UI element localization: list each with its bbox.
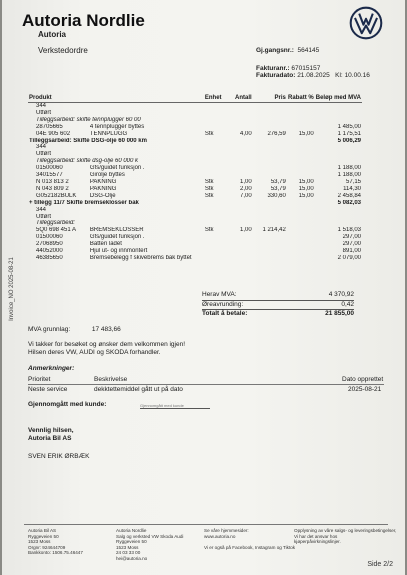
footer-line: hei@autoria.no xyxy=(116,555,148,561)
thanks-line-2: Hilsen deres VW, AUDI og SKODA forhandler. xyxy=(28,349,161,356)
col-rabatt: Rabatt % xyxy=(288,95,314,101)
cell-rabatt xyxy=(287,241,315,248)
cell-belop: 5 082,03 xyxy=(337,199,361,206)
cell-rabatt: 15,00 xyxy=(298,178,314,185)
cell-pris xyxy=(253,241,287,248)
cell-desc: PAKNING xyxy=(89,185,117,192)
cell-antall: 4,00 xyxy=(240,130,252,137)
cell-enhet xyxy=(204,172,225,179)
col-antall: Antall xyxy=(225,94,253,103)
cell-pris xyxy=(253,234,287,241)
cell-enhet: Stk xyxy=(204,185,214,192)
footer-line: Bankkonto: 1506.75.46447 xyxy=(28,550,83,556)
cell-produkt: 01500060 xyxy=(36,165,63,172)
cell-produkt: 44052000 xyxy=(36,248,63,255)
col-enhet: Enhet xyxy=(204,94,225,103)
cell-enhet: Stk xyxy=(204,130,214,137)
cell-produkt: Tilleggsarbeid: xyxy=(36,220,75,227)
vw-logo-icon xyxy=(349,6,383,40)
cell-pris: 1 214,42 xyxy=(262,227,286,234)
cell-rabatt: 15,00 xyxy=(298,185,314,192)
cell-pris: 276,59 xyxy=(267,130,286,137)
total-row-mva: Herav MVA: 4 370,92 xyxy=(202,291,354,301)
cell-produkt: 34015577 xyxy=(36,172,63,179)
cell-rabatt: 15,00 xyxy=(298,130,314,137)
customer-review-label: Gjennomgått med kunde: xyxy=(28,401,107,408)
table-row xyxy=(28,255,362,262)
cell-antall: 1,00 xyxy=(240,178,252,185)
cell-belop: 114,30 xyxy=(343,185,361,192)
cell-produkt: Utført xyxy=(36,109,51,116)
cell-belop: 1 485,00 xyxy=(337,123,361,130)
cell-enhet xyxy=(204,248,225,255)
footer-line: Orgnr: 924644709 xyxy=(28,544,66,550)
closing-company: Autoria Bil AS xyxy=(28,435,72,442)
table-row xyxy=(28,179,362,186)
cell-belop: 297,00 xyxy=(342,234,361,241)
cell-belop: 1 175,51 xyxy=(337,130,361,137)
total-row-rounding: Øreavrunding: 0,42 xyxy=(202,300,354,308)
cell-antall xyxy=(225,248,253,255)
footer-col-web xyxy=(204,528,295,550)
table-row xyxy=(28,220,362,227)
table-row xyxy=(28,124,362,131)
cell-belop: 297,00 xyxy=(342,241,361,248)
meta-fakturadato: Fakturadato: 21.08.2025 Kl: 10.00.16 xyxy=(256,72,370,79)
table-row xyxy=(28,131,362,138)
cell-pris: 53,79 xyxy=(270,185,286,192)
document-title: Verkstedordre xyxy=(38,46,88,55)
cell-antall xyxy=(225,234,253,241)
company-subtitle: Autoria xyxy=(38,30,66,39)
cell-antall xyxy=(225,172,253,179)
cell-produkt: N 013 813 2 xyxy=(36,178,69,185)
table-row xyxy=(28,248,362,255)
footer-line: Opplysning av våre salgs- og leveringsbetingelser, xyxy=(294,528,397,533)
footer-line: Vi har det ansvar hos xyxy=(294,533,338,539)
cell-enhet: Stk xyxy=(204,227,214,234)
table-row xyxy=(28,117,362,124)
cell-belop xyxy=(315,144,362,151)
footer-line: www.autoria.no xyxy=(204,533,236,539)
cell-belop xyxy=(315,214,362,221)
table-row xyxy=(28,158,362,165)
cell-belop: 57,15 xyxy=(345,178,361,185)
table-row xyxy=(28,227,362,234)
closing-greeting: Vennlig hilsen, xyxy=(28,427,74,434)
table-row xyxy=(28,110,362,117)
cell-belop xyxy=(315,103,362,110)
cell-pris: 53,79 xyxy=(270,178,286,185)
cell-pris xyxy=(253,165,287,172)
cell-belop: 2 079,00 xyxy=(337,254,361,261)
cell-produkt: 01500060 xyxy=(36,234,63,241)
remark-date: 2025-08-21 xyxy=(348,386,382,393)
cell-produkt: Utført xyxy=(36,151,51,158)
cell-produkt: 344 xyxy=(36,144,47,151)
cell-produkt: G052182BULK xyxy=(36,192,77,199)
side-stamp-text: Invoice_NO 2025-08-21 xyxy=(8,257,15,321)
footer-line: Vi er også på Facebook, Instagram og Tiktok xyxy=(204,544,296,550)
cell-belop: 1 188,00 xyxy=(337,165,361,172)
cell-desc: PAKNING xyxy=(89,178,117,185)
cell-antall: 1,00 xyxy=(240,227,252,234)
table-row xyxy=(28,151,362,158)
cell-enhet: Stk xyxy=(204,178,214,185)
meta-gjennomgang: Gj.gangsnr.: 564145 xyxy=(256,47,320,54)
cell-antall xyxy=(225,255,253,262)
cell-produkt: 27068950 xyxy=(36,241,63,248)
cell-belop: 5 006,29 xyxy=(337,137,361,144)
cell-rabatt xyxy=(287,255,315,262)
cell-enhet xyxy=(204,165,225,172)
footer-line: Ryggeveien 50 xyxy=(28,533,59,539)
cell-produkt: 46385650 xyxy=(36,254,63,261)
mva-basis: MVA grunnlag: 17 483,66 xyxy=(28,326,121,333)
cell-desc: BREMSEKLOSSER xyxy=(89,227,144,234)
table-row xyxy=(28,193,362,200)
cell-desc: Bremsebelegg f skivebrems bak byttet xyxy=(89,254,192,261)
cell-enhet xyxy=(204,124,225,131)
remarks-divider xyxy=(28,384,384,385)
cell-produkt: N 043 809 2 xyxy=(36,185,69,192)
cell-produkt: Tilleggsarbeid: skifte tennplugger 60 00 xyxy=(36,116,141,123)
cell-desc: DSG-Olje xyxy=(89,192,116,199)
cell-produkt: 5Q0 698 451 A xyxy=(36,227,77,234)
cell-produkt: + tillegg 11/7 Skifte bremseklosser bak xyxy=(29,199,139,206)
table-row xyxy=(28,241,362,248)
table-row xyxy=(28,207,362,214)
company-name: Autoria Nordlie xyxy=(22,11,145,30)
footer-line: Autoria Nordlie xyxy=(116,528,147,533)
cell-antall xyxy=(225,124,253,131)
footer-line: Autoria Bil AS xyxy=(28,528,57,533)
cell-pris xyxy=(253,255,287,262)
thanks-line-1: Vi takker for besøket og ønsker dem velkommen igjen! xyxy=(28,341,186,348)
customer-review-field: Gjennomgått med kunde xyxy=(140,403,210,409)
table-row xyxy=(28,234,362,241)
cell-pris xyxy=(253,172,287,179)
cell-desc: 4 tennplugger byttes xyxy=(89,123,145,130)
cell-desc: Batteri ladet xyxy=(89,241,122,248)
totals-block xyxy=(202,291,354,319)
cell-enhet xyxy=(204,234,225,241)
cell-antall: 2,00 xyxy=(240,185,252,192)
cell-enhet: Stk xyxy=(204,192,214,199)
footer-line: Se våre hjemmesider: xyxy=(204,528,249,533)
total-row-grand: Totalt å betale: 21 855,00 xyxy=(202,310,354,317)
table-row xyxy=(28,103,362,110)
col-belop: Beløp med MVA xyxy=(315,95,361,101)
table-row xyxy=(28,144,362,151)
table-row xyxy=(28,214,362,221)
cell-produkt: 28705665 xyxy=(36,123,63,130)
footer-col-company xyxy=(28,528,83,556)
cell-antall xyxy=(225,165,253,172)
cell-belop: 891,00 xyxy=(342,248,361,255)
cell-belop: 1 188,00 xyxy=(337,172,361,179)
page-number: Side 2/2 xyxy=(367,561,393,568)
footer-col-terms xyxy=(294,528,396,545)
cell-produkt: Tilleggsarbeid: Skifte DSG-olje 60 000 km xyxy=(29,137,147,144)
cell-produkt: 04E 905 602 xyxy=(36,130,71,137)
cell-desc: TENNPLUGG xyxy=(89,130,128,137)
signatory-name: SVEN ERIK ØRBÆK xyxy=(28,453,90,460)
col-produkt: Produkt xyxy=(28,94,204,103)
cell-produkt: Tilleggsarbeid: skifte dsg-olje 60 000 k xyxy=(36,158,139,165)
cell-belop: 1 518,03 xyxy=(337,227,361,234)
cell-belop xyxy=(315,220,362,227)
footer-line: Ryggeveien 50 xyxy=(116,539,147,545)
cell-rabatt xyxy=(287,234,315,241)
table-row xyxy=(28,200,362,207)
cell-desc: Gfs/guidet funksjon . xyxy=(89,234,145,241)
cell-belop xyxy=(315,207,362,214)
cell-produkt: 344 xyxy=(36,206,47,213)
invoice-page xyxy=(2,0,405,575)
footer-line: 1523 Moss xyxy=(116,544,139,550)
cell-belop: 2 458,84 xyxy=(337,192,361,199)
cell-antall xyxy=(225,241,253,248)
footer-divider xyxy=(24,524,388,525)
cell-enhet xyxy=(204,241,225,248)
table-row xyxy=(28,172,362,179)
cell-pris xyxy=(253,124,287,131)
cell-belop xyxy=(315,110,362,117)
footer-col-dealer xyxy=(116,528,183,562)
table-header xyxy=(28,94,362,103)
footer-line: kjøperpåvirkningslinjer. xyxy=(294,539,341,545)
remarks-title: Anmerkninger: xyxy=(28,365,75,372)
table-row xyxy=(28,138,362,145)
cell-pris xyxy=(253,248,287,255)
cell-desc: Girolje byttes xyxy=(89,172,125,179)
remarks-col-date: Dato opprettet xyxy=(342,376,384,383)
cell-rabatt xyxy=(287,124,315,131)
cell-belop xyxy=(315,151,362,158)
cell-belop xyxy=(315,158,362,165)
cell-desc: Hjul ut- og innmontert xyxy=(89,248,148,255)
cell-produkt: Utført xyxy=(36,213,51,220)
cell-rabatt: 15,00 xyxy=(298,192,314,199)
cell-enhet xyxy=(204,255,225,262)
col-pris: Pris xyxy=(253,94,287,103)
remarks-col-description: Beskrivelse xyxy=(94,376,128,383)
cell-desc: Gfs/guidet funksjon . xyxy=(89,165,145,172)
cell-rabatt xyxy=(287,248,315,255)
footer-line: 1523 Moss xyxy=(28,539,51,545)
remarks-col-priority: Prioritet xyxy=(28,376,51,383)
cell-rabatt xyxy=(287,165,315,172)
invoice-lines-table xyxy=(28,94,362,262)
cell-rabatt xyxy=(287,227,315,234)
cell-produkt: 344 xyxy=(36,103,47,109)
cell-belop xyxy=(315,117,362,124)
table-row xyxy=(28,186,362,193)
remark-description: dekktettemiddel gått ut på dato xyxy=(94,386,183,393)
meta-fakturanr: Fakturanr.: 67015157 xyxy=(256,65,321,72)
remark-priority: Neste service xyxy=(28,386,68,393)
footer-line: Salg og verksted VW Skoda Audi xyxy=(116,533,184,539)
cell-rabatt xyxy=(287,172,315,179)
cell-pris: 330,60 xyxy=(267,192,286,199)
cell-antall: 7,00 xyxy=(240,192,252,199)
table-row xyxy=(28,165,362,172)
footer-line: 24 03 33 00 xyxy=(116,550,141,556)
